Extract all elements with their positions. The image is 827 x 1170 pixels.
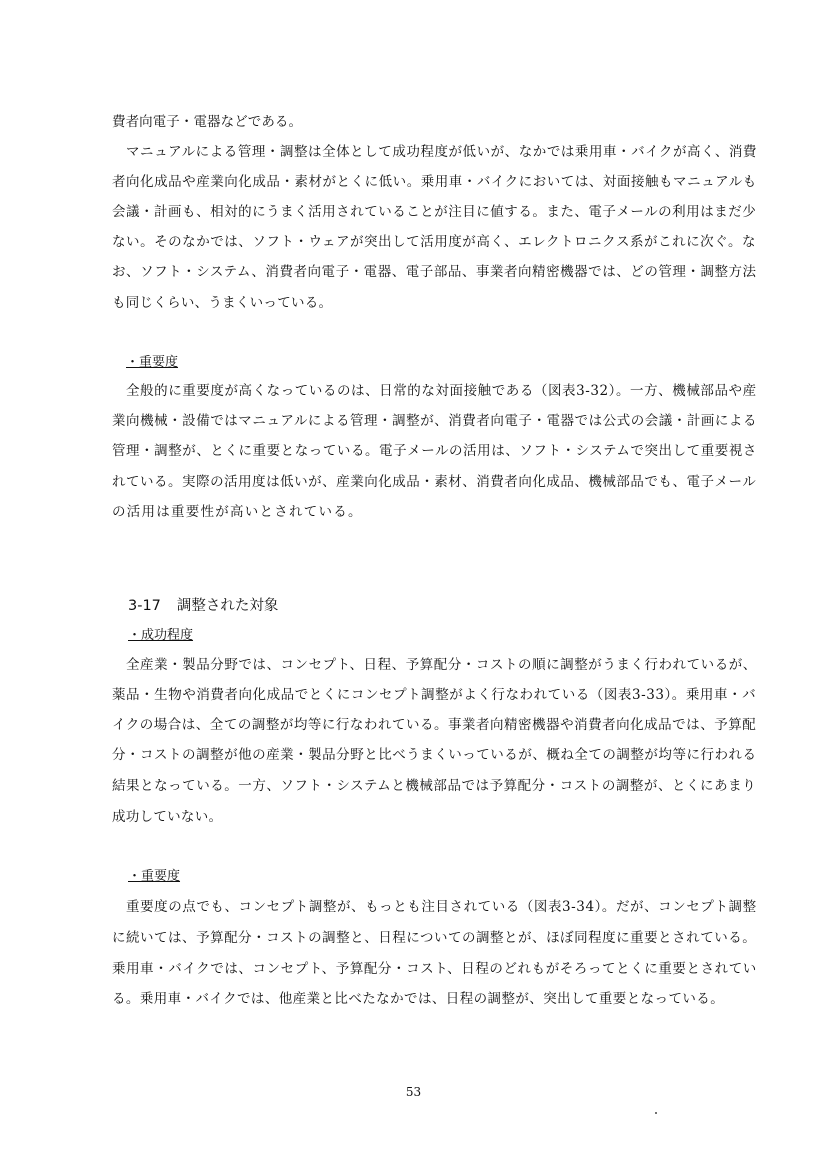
text-line: 全産業・製品分野では、コンセプト、日程、予算配分・コストの順に調整がうまく行われているが、 <box>126 657 757 673</box>
text-line: 費者向電子・電器などである。 <box>112 114 303 130</box>
text-line: る。乗用車・バイクでは、他産業と比べたなかでは、日程の調整が、突出して重要となっている。 <box>112 991 725 1007</box>
text-line: 結果となっている。一方、ソフト・システムと機械部品では予算配分・コストの調整が、とくにあまり <box>112 778 757 794</box>
text-line: 会議・計画も、相対的にうまく活用されていることが注目に値する。また、電子メールの利用はまだ少 <box>112 204 757 220</box>
text-line: 成功していない。 <box>112 809 223 825</box>
text-line: 業向機械・設備ではマニュアルによる管理・調整が、消費者向電子・電器では公式の会議・計画による <box>112 413 757 429</box>
text-line: お、ソフト・システム、消費者向電子・電器、電子部品、事業者向精密機器では、どの管理・調整方法 <box>112 264 757 280</box>
section-heading <box>128 596 278 616</box>
text-line: ない。そのなかでは、ソフト・ウェアが突出して活用度が高く、エレクトロニクス系がこれに次ぐ。な <box>112 234 757 250</box>
subheading-importance-2: ・重要度 <box>128 869 181 884</box>
text-line: に続いては、予算配分・コストの調整と、日程についての調整とが、ほぼ同程度に重要とされている。 <box>112 930 757 946</box>
text-line: イクの場合は、全ての調整が均等に行なわれている。事業者向精密機器や消費者向化成品では、予算配 <box>112 717 757 733</box>
text-line: マニュアルによる管理・調整は全体として成功程度が低いが、なかでは乗用車・バイクが高く、消費 <box>126 144 757 160</box>
text-line: 重要度の点でも、コンセプト調整が、もっとも注目されている（図表3-34）。だが、コンセプト調整 <box>126 899 757 915</box>
subheading-importance: ・重要度 <box>126 355 179 370</box>
subheading-success: ・成功程度 <box>128 628 194 643</box>
text-line: 者向化成品や産業向化成品・素材がとくに低い。乗用車・バイクにおいては、対面接触もマニュアルも <box>112 174 757 190</box>
text-line: も同じくらい、うまくいっている。 <box>112 295 333 311</box>
text-line: 管理・調整が、とくに重要となっている。電子メールの活用は、ソフト・システムで突出して重要視さ <box>112 443 757 459</box>
scan-speck <box>655 1112 657 1114</box>
text-line: 全般的に重要度が高くなっているのは、日常的な対面接触である（図表3-32）。一方、機械部品や産 <box>126 383 757 399</box>
page-number: 53 <box>405 1085 422 1099</box>
section-number: 3-17 <box>128 598 161 614</box>
text-line: 乗用車・バイクでは、コンセプト、予算配分・コスト、日程のどれもがそろってとくに重要とされてい <box>112 961 757 977</box>
text-line: の活用は重要性が高いとされている。 <box>112 504 363 520</box>
text-line: 薬品・生物や消費者向化成品でとくにコンセプト調整がよく行なわれている（図表3-33）。乗用車・バ <box>112 687 757 703</box>
text-line: 分・コストの調整が他の産業・製品分野と比べうまくいっているが、概ね全ての調整が均等に行われる <box>112 747 757 763</box>
text-line: れている。実際の活用度は低いが、産業向化成品・素材、消費者向化成品、機械部品でも、電子メール <box>112 474 757 490</box>
section-title: 調整された対象 <box>176 598 279 614</box>
